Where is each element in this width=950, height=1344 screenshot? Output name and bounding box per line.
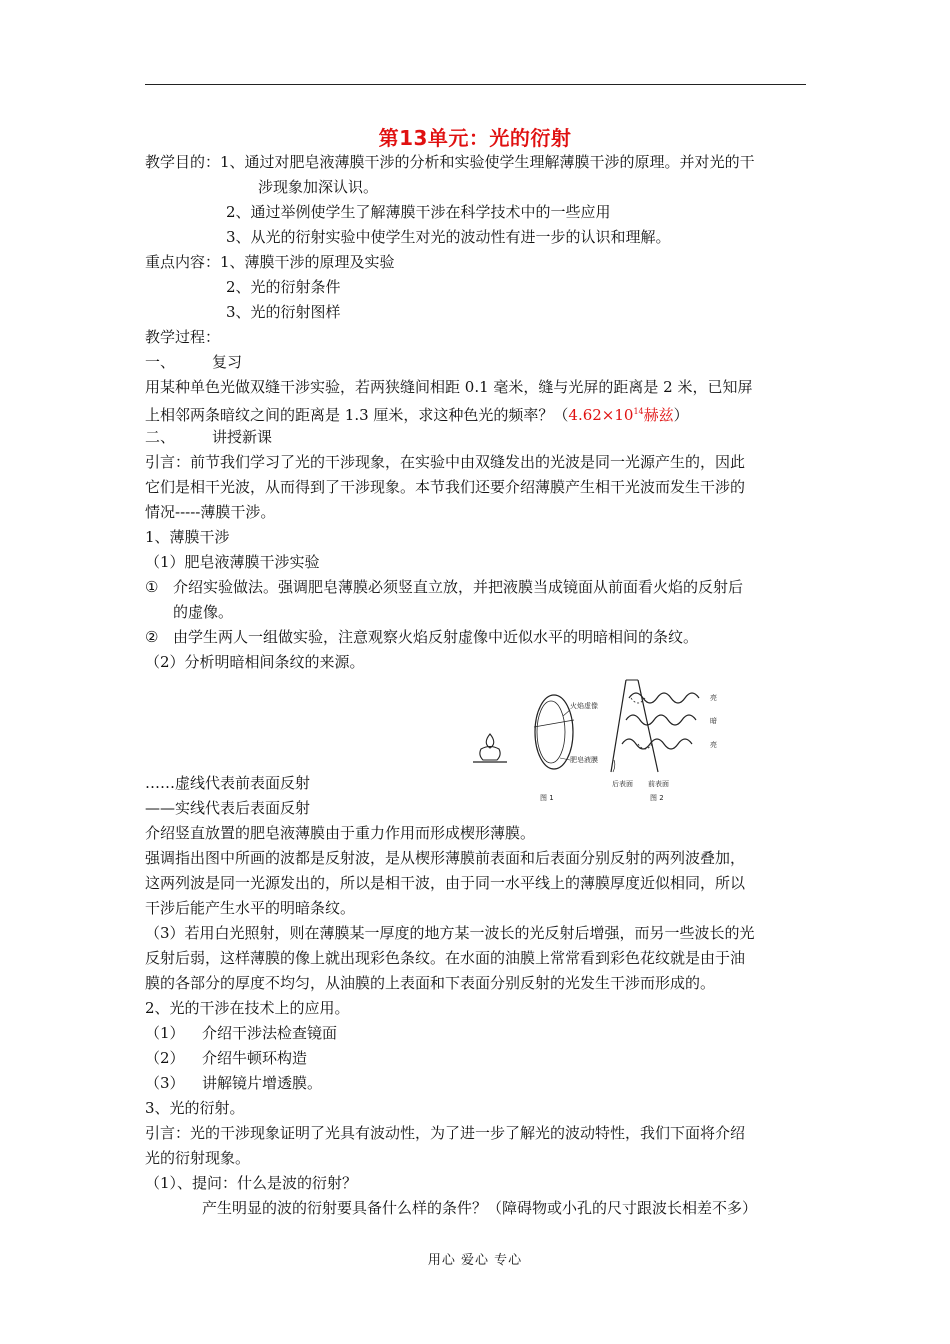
section2-item3: 讲解镜片增透膜。: [202, 1074, 323, 1092]
answer-unit: 赫兹: [643, 406, 674, 424]
objectives-label: 教学目的：: [145, 153, 221, 171]
key-point-1: 1、薄膜干涉的原理及实验: [220, 253, 395, 271]
label-dark: 暗: [710, 717, 717, 725]
reflected-waves-icon: [622, 693, 699, 749]
answer-exponent: 14: [633, 407, 644, 416]
section2-item2-num: （2）: [145, 1049, 185, 1067]
section2-item2: 介绍牛顿环构造: [202, 1049, 308, 1067]
review-question-tail: 上相邻两条暗纹之间的距离是 1.3 厘米，求这种色光的频率？（: [145, 406, 569, 424]
page-title: 第13单元：光的衍射: [378, 126, 572, 150]
review-num: 一、: [145, 353, 176, 371]
header-rule: [145, 84, 806, 85]
section3-question-1: （1）、提问：什么是波的衍射？: [145, 1174, 358, 1192]
section1-p2c: 干涉后能产生水平的明暗条纹。: [145, 899, 356, 917]
new-lesson-title: 讲授新课: [212, 428, 273, 446]
objectives-line-1: [145, 152, 755, 172]
review-answer: [568, 406, 673, 424]
review-line-2: [145, 402, 689, 425]
section1-sub1: （1）肥皂液薄膜干涉实验: [145, 553, 320, 571]
step1-text-b: 的虚像。: [173, 603, 234, 621]
section1-p3c: 膜的各部分的厚度不均匀，从油膜的上表面和下表面分别反射的光发生干涉而形成的。: [145, 974, 716, 992]
legend-solid: ——实线代表后表面反射: [145, 799, 311, 817]
new-lesson-intro-3: 情况-----薄膜干涉。: [145, 503, 276, 521]
section1-sub2: （2）分析明暗相间条纹的来源。: [145, 653, 365, 671]
step1-text-a: 介绍实验做法。强调肥皂薄膜必须竖直立放，并把液膜当成镜面从前面看火焰的反射后: [173, 578, 744, 596]
label-front-surface: 前表面: [648, 780, 669, 788]
fig1-caption: 图 1: [540, 794, 554, 802]
review-line-2-end: ）: [673, 406, 689, 424]
legend-dashed: ……虚线代表前表面反射: [145, 774, 311, 792]
label-flame-image: 火焰虚像: [570, 702, 598, 710]
key-point-2: 2、光的衍射条件: [226, 278, 341, 296]
label-soap-film: 肥皂液膜: [570, 756, 598, 764]
fig2-caption: 图 2: [650, 794, 664, 802]
objective-2: 2、通过举例使学生了解薄膜干涉在科学技术中的一些应用: [226, 203, 611, 221]
section3-question-2: 产生明显的波的衍射要具备什么样的条件？（障碍物或小孔的尺寸跟波长相差不多）: [202, 1199, 758, 1217]
section3-heading: 3、光的衍射。: [145, 1099, 245, 1117]
key-points-line-1: [145, 252, 395, 272]
page-footer: 用心 爱心 专心: [427, 1253, 523, 1268]
thin-film-figure: [466, 672, 746, 810]
section2-item1: 介绍干涉法检查镜面: [202, 1024, 338, 1042]
section2-item3-num: （3）: [145, 1074, 185, 1092]
step1-number: ①: [145, 578, 159, 596]
step2-number: ②: [145, 628, 159, 646]
section2-heading: 2、光的干涉在技术上的应用。: [145, 999, 350, 1017]
label-bright-1: 亮: [710, 694, 717, 702]
section1-p3a: （3）若用白光照射，则在薄膜某一厚度的地方某一波长的光反射后增强，而另一些波长的光: [145, 924, 755, 942]
objective-3: 3、从光的衍射实验中使学生对光的波动性有进一步的认识和理解。: [226, 228, 671, 246]
label-back-surface: 后表面: [612, 780, 633, 788]
review-title: 复习: [212, 353, 243, 371]
label-bright-2: 亮: [710, 741, 717, 749]
process-label: 教学过程：: [145, 328, 221, 346]
objective-1b: 涉现象加深认识。: [258, 178, 379, 196]
section1-heading: 1、薄膜干涉: [145, 528, 230, 546]
alcohol-lamp-icon: [473, 734, 507, 762]
section1-p2a: 强调指出图中所画的波都是反射波，是从楔形薄膜前表面和后表面分别反射的两列波叠加，: [145, 849, 746, 867]
soap-film-ring-icon: [534, 695, 574, 769]
section1-p1: 介绍竖直放置的肥皂液薄膜由于重力作用而形成楔形薄膜。: [145, 824, 536, 842]
answer-base: 4.62×10: [568, 406, 634, 424]
step2-text: 由学生两人一组做实验，注意观察火焰反射虚像中近似水平的明暗相间的条纹。: [173, 628, 699, 646]
review-line-1: 用某种单色光做双缝干涉实验，若两狭缝间相距 0.1 毫米，缝与光屏的距离是 2 米，已知屏: [145, 378, 753, 396]
section1-p2b: 这两列波是同一光源发出的，所以是相干波，由于同一水平线上的薄膜厚度近似相同，所以: [145, 874, 746, 892]
section1-p3b: 反射后弱，这样薄膜的像上就出现彩色条纹。在水面的油膜上常常看到彩色花纹就是由于油: [145, 949, 746, 967]
new-lesson-num: 二、: [145, 428, 176, 446]
new-lesson-intro-1: 引言：前节我们学习了光的干涉现象，在实验中由双缝发出的光波是同一光源产生的，因此: [145, 453, 746, 471]
key-point-3: 3、光的衍射图样: [226, 303, 341, 321]
section3-intro-1: 引言：光的干涉现象证明了光具有波动性，为了进一步了解光的波动特性，我们下面将介绍: [145, 1124, 746, 1142]
objective-1a: 1、通过对肥皂液薄膜干涉的分析和实验使学生理解薄膜干涉的原理。并对光的干: [220, 153, 755, 171]
section3-intro-2: 光的衍射现象。: [145, 1149, 251, 1167]
new-lesson-intro-2: 它们是相干光波，从而得到了干涉现象。本节我们还要介绍薄膜产生相干光波而发生干涉的: [145, 478, 746, 496]
key-points-label: 重点内容：: [145, 253, 221, 271]
section2-item1-num: （1）: [145, 1024, 185, 1042]
